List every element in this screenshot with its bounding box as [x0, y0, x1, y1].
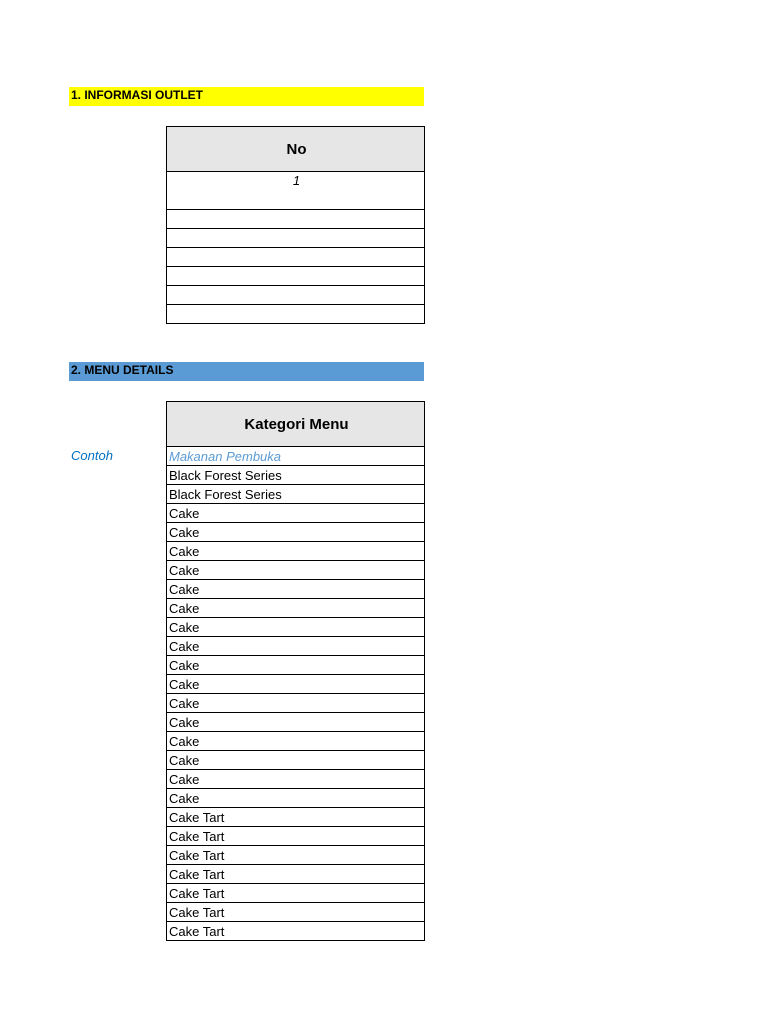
- table-cell[interactable]: Cake Tart: [167, 865, 425, 884]
- table-cell[interactable]: [167, 305, 425, 324]
- table-cell[interactable]: [167, 286, 425, 305]
- table-cell[interactable]: Cake Tart: [167, 808, 425, 827]
- table-cell[interactable]: Cake Tart: [167, 903, 425, 922]
- table-cell[interactable]: Cake: [167, 523, 425, 542]
- outlet-table: [166, 126, 425, 324]
- table-cell[interactable]: Black Forest Series: [167, 466, 425, 485]
- table-cell[interactable]: Cake: [167, 599, 425, 618]
- table-cell[interactable]: Cake: [167, 751, 425, 770]
- table-cell[interactable]: Cake Tart: [167, 846, 425, 865]
- table-cell[interactable]: Cake: [167, 618, 425, 637]
- table-cell[interactable]: [167, 229, 425, 248]
- table-cell[interactable]: Cake: [167, 732, 425, 751]
- example-cell[interactable]: Makanan Pembuka: [167, 447, 425, 466]
- section-header-informasi-outlet: 1. INFORMASI OUTLET: [69, 87, 424, 106]
- table-cell[interactable]: Cake: [167, 561, 425, 580]
- table-cell[interactable]: Cake Tart: [167, 884, 425, 903]
- table-cell[interactable]: Cake: [167, 770, 425, 789]
- table-cell[interactable]: Cake: [167, 580, 425, 599]
- table-cell[interactable]: 1: [167, 172, 425, 210]
- column-header-no[interactable]: No: [167, 127, 425, 172]
- table-cell[interactable]: [167, 248, 425, 267]
- menu-table: [166, 401, 425, 941]
- column-header-kategori-menu[interactable]: Kategori Menu: [167, 402, 425, 447]
- table-cell[interactable]: Cake: [167, 675, 425, 694]
- table-cell[interactable]: Cake: [167, 713, 425, 732]
- table-cell[interactable]: Cake: [167, 656, 425, 675]
- table-cell[interactable]: Black Forest Series: [167, 485, 425, 504]
- table-cell[interactable]: [167, 267, 425, 286]
- section-header-menu-details: 2. MENU DETAILS: [69, 362, 424, 381]
- table-cell[interactable]: Cake: [167, 694, 425, 713]
- table-cell[interactable]: Cake: [167, 637, 425, 656]
- table-cell[interactable]: [167, 210, 425, 229]
- table-cell[interactable]: Cake: [167, 504, 425, 523]
- table-cell[interactable]: Cake: [167, 542, 425, 561]
- table-cell[interactable]: Cake Tart: [167, 922, 425, 941]
- example-label: Contoh: [71, 448, 113, 463]
- table-cell[interactable]: Cake: [167, 789, 425, 808]
- table-cell[interactable]: Cake Tart: [167, 827, 425, 846]
